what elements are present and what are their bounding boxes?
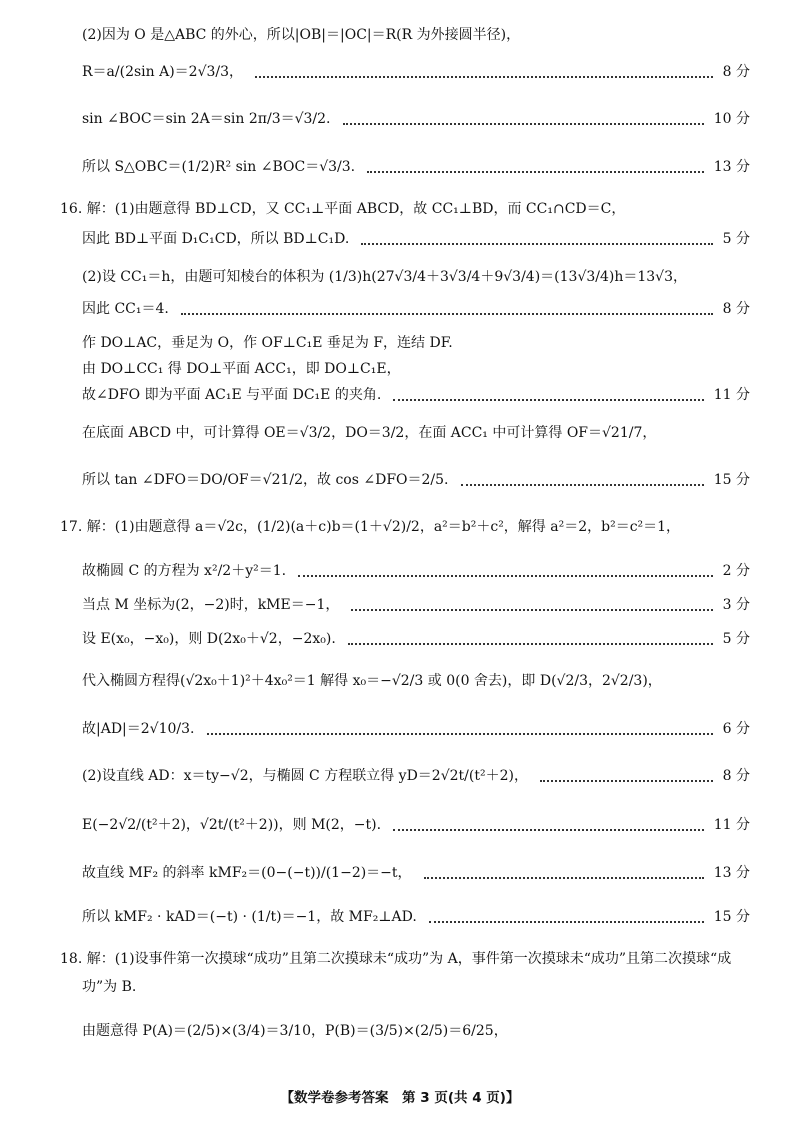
- dot-leader: [207, 733, 713, 735]
- solution-text: 在底面 ABCD 中，可计算得 OE＝√3/2，DO＝3/2，在面 ACC₁ 中可计算得 OF＝√21/7，: [82, 425, 657, 441]
- score-label: 15 分: [713, 909, 750, 925]
- solution-line: [0, 94, 800, 134]
- score-label: 13 分: [713, 159, 750, 175]
- dot-leader: [424, 877, 704, 879]
- score-label: 13 分: [713, 865, 750, 881]
- score-label: 15 分: [713, 472, 750, 488]
- dot-leader: [351, 609, 713, 611]
- solution-text: 16. 解：(1)由题意得 BD⊥CD，又 CC₁⊥平面 ABCD，故 CC₁⊥BD，而 CC₁∩CD＝C，: [60, 201, 626, 217]
- solution-text: E(−2√2/(t²＋2)，√2t/(t²＋2))，则 M(2，−t).: [82, 817, 382, 833]
- dot-leader: [393, 399, 704, 401]
- solution-text: (2)设 CC₁＝h，由题可知棱台的体积为 (1/3)h(27√3/4＋3√3/4＋9√3/4)＝(13√3/4)h＝13√3，: [82, 269, 688, 285]
- score-label: 2 分: [722, 563, 750, 579]
- score-label: 5 分: [722, 631, 750, 647]
- solution-text: 功”为 B.: [82, 979, 137, 995]
- solution-line: [0, 614, 800, 654]
- solution-line: [0, 214, 800, 254]
- solution-text: 作 DO⊥AC，垂足为 O，作 OF⊥C₁E 垂足为 F，连结 DF.: [82, 335, 453, 351]
- dot-leader: [181, 313, 713, 315]
- solution-line: [0, 10, 800, 50]
- solution-line: [0, 455, 800, 495]
- solution-text: (2)设直线 AD：x＝ty−√2，与椭圆 C 方程联立得 yD＝2√2t/(t²＋2)，: [82, 768, 528, 784]
- solution-line: [0, 47, 800, 87]
- solution-line: [0, 142, 800, 182]
- solution-text: 因此 BD⊥平面 D₁C₁CD，所以 BD⊥C₁D.: [82, 231, 350, 247]
- solution-line: [0, 848, 800, 888]
- solution-text: 故椭圆 C 的方程为 x²/2＋y²＝1.: [82, 563, 287, 579]
- solution-text: 由题意得 P(A)＝(2/5)×(3/4)＝3/10，P(B)＝(3/5)×(2/5)＝6/25，: [82, 1023, 508, 1039]
- score-label: 8 分: [722, 768, 750, 784]
- solution-text: 所以 tan ∠DFO＝DO/OF＝√21/2，故 cos ∠DFO＝2/5.: [82, 472, 449, 488]
- solution-text: 当点 M 坐标为(2，−2)时，kME＝−1，: [82, 597, 340, 613]
- solution-line: [0, 704, 800, 744]
- dot-leader: [429, 921, 704, 923]
- solution-line: [0, 962, 800, 1002]
- solution-line: [0, 892, 800, 932]
- solution-text: (2)因为 O 是△ABC 的外心，所以|OB|＝|OC|＝R(R 为外接圆半径)，: [82, 27, 521, 43]
- solution-text: 所以 kMF₂ · kAD＝(−t) · (1/t)＝−1，故 MF₂⊥AD.: [82, 909, 417, 925]
- solution-text: 故直线 MF₂ 的斜率 kMF₂＝(0−(−t))/(1−2)＝−t，: [82, 865, 412, 881]
- dot-leader: [255, 76, 713, 78]
- solution-text: 17. 解：(1)由题意得 a＝√2c，(1/2)(a＋c)b＝(1＋√2)/2，a²＝b²＋c²，解得 a²＝2，b²＝c²＝1，: [60, 519, 681, 535]
- solution-text: sin ∠BOC＝sin 2A＝sin 2π/3＝√3/2.: [82, 111, 331, 127]
- score-label: 11 分: [713, 387, 750, 403]
- dot-leader: [367, 171, 704, 173]
- solution-line: [0, 1006, 800, 1046]
- solution-line: [0, 502, 800, 542]
- score-label: 11 分: [713, 817, 750, 833]
- dot-leader: [461, 484, 704, 486]
- dot-leader: [298, 575, 713, 577]
- solution-line: [0, 751, 800, 791]
- solution-text: 故∠DFO 即为平面 AC₁E 与平面 DC₁E 的夹角.: [82, 387, 382, 403]
- score-label: 5 分: [722, 231, 750, 247]
- dot-leader: [393, 829, 704, 831]
- solution-line: [0, 656, 800, 696]
- score-label: 3 分: [722, 597, 750, 613]
- score-label: 10 分: [713, 111, 750, 127]
- score-label: 8 分: [722, 301, 750, 317]
- score-label: 6 分: [722, 721, 750, 737]
- solution-text: 18. 解：(1)设事件第一次摸球“成功”且第二次摸球未“成功”为 A，事件第一次摸球未“成功”且第二次摸球“成: [60, 951, 732, 967]
- solution-line: [0, 370, 800, 410]
- solution-text: R＝a/(2sin A)＝2√3/3，: [82, 64, 244, 80]
- solution-line: [0, 800, 800, 840]
- solution-text: 由 DO⊥CC₁ 得 DO⊥平面 ACC₁，即 DO⊥C₁E，: [82, 361, 401, 377]
- page-footer: 【数学卷参考答案 第 3 页(共 4 页)】: [280, 1090, 520, 1106]
- dot-leader: [348, 643, 713, 645]
- solution-text: 故|AD|＝2√10/3.: [82, 721, 195, 737]
- dot-leader: [361, 243, 713, 245]
- solution-line: [0, 408, 800, 448]
- dot-leader: [343, 123, 704, 125]
- solution-text: 因此 CC₁＝4.: [82, 301, 169, 317]
- dot-leader: [540, 780, 713, 782]
- score-label: 8 分: [722, 64, 750, 80]
- solution-text: 所以 S△OBC＝(1/2)R² sin ∠BOC＝√3/3.: [82, 159, 356, 175]
- solution-text: 设 E(x₀，−x₀)，则 D(2x₀＋√2，−2x₀).: [82, 631, 336, 647]
- solution-text: 代入椭圆方程得(√2x₀＋1)²＋4x₀²＝1 解得 x₀＝−√2/3 或 0(0 舍去)，即 D(√2/3，2√2/3)，: [82, 673, 662, 689]
